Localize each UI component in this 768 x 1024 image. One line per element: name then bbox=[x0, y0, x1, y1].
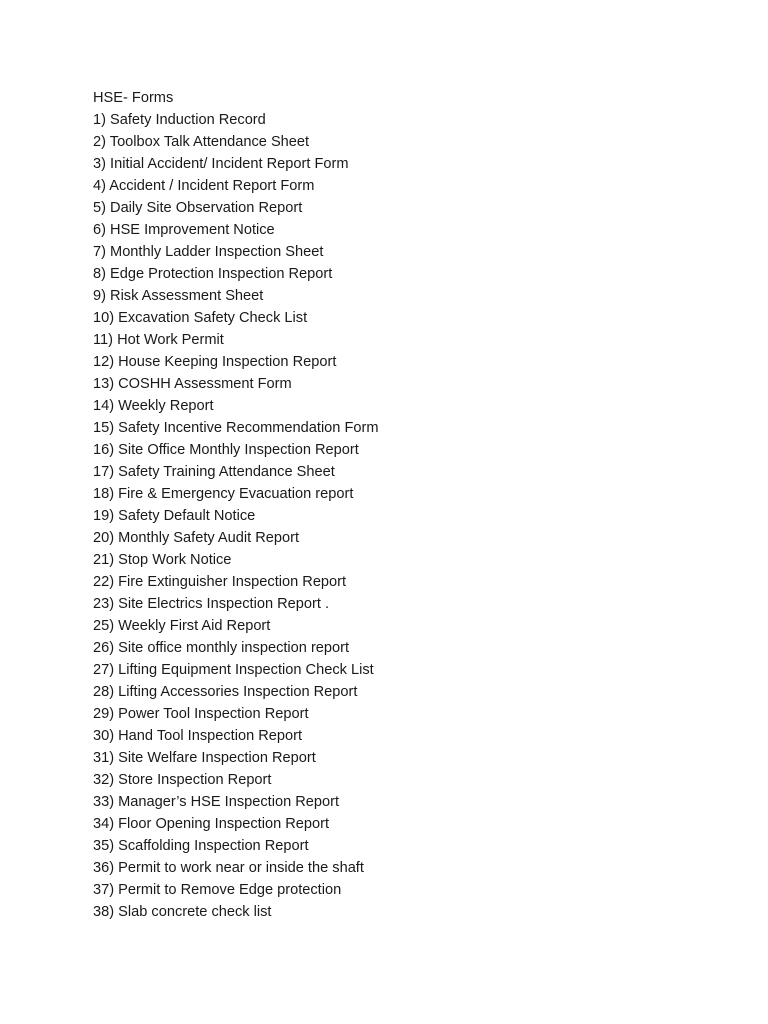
list-item: 4) Accident / Incident Report Form bbox=[93, 178, 315, 194]
list-item: 32) Store Inspection Report bbox=[93, 772, 272, 788]
list-item: 6) HSE Improvement Notice bbox=[93, 222, 275, 238]
list-item: 21) Stop Work Notice bbox=[93, 552, 232, 568]
document-title: HSE- Forms bbox=[93, 90, 174, 106]
list-item: 28) Lifting Accessories Inspection Report bbox=[93, 684, 358, 700]
list-item: 15) Safety Incentive Recommendation Form bbox=[93, 420, 379, 436]
list-item: 23) Site Electrics Inspection Report . bbox=[93, 596, 330, 612]
list-item: 1) Safety Induction Record bbox=[93, 112, 266, 128]
list-item: 3) Initial Accident/ Incident Report Form bbox=[93, 156, 349, 172]
list-item: 30) Hand Tool Inspection Report bbox=[93, 728, 303, 744]
list-item: 9) Risk Assessment Sheet bbox=[93, 288, 264, 304]
list-item: 26) Site office monthly inspection report bbox=[93, 640, 350, 656]
document-page bbox=[93, 87, 379, 923]
list-item: 36) Permit to work near or inside the shaft bbox=[93, 860, 364, 876]
list-item: 17) Safety Training Attendance Sheet bbox=[93, 464, 335, 480]
list-item: 5) Daily Site Observation Report bbox=[93, 200, 303, 216]
list-item: 12) House Keeping Inspection Report bbox=[93, 354, 337, 370]
list-item: 29) Power Tool Inspection Report bbox=[93, 706, 309, 722]
list-item: 37) Permit to Remove Edge protection bbox=[93, 882, 342, 898]
list-item: 22) Fire Extinguisher Inspection Report bbox=[93, 574, 347, 590]
forms-list bbox=[93, 109, 379, 923]
list-item: 33) Manager’s HSE Inspection Report bbox=[93, 794, 340, 810]
list-item: 16) Site Office Monthly Inspection Report bbox=[93, 442, 359, 458]
list-item: 14) Weekly Report bbox=[93, 398, 214, 414]
list-item: 13) COSHH Assessment Form bbox=[93, 376, 292, 392]
list-item: 27) Lifting Equipment Inspection Check List bbox=[93, 662, 374, 678]
list-item: 8) Edge Protection Inspection Report bbox=[93, 266, 333, 282]
list-item: 25) Weekly First Aid Report bbox=[93, 618, 271, 634]
list-item: 31) Site Welfare Inspection Report bbox=[93, 750, 316, 766]
list-item: 7) Monthly Ladder Inspection Sheet bbox=[93, 244, 324, 260]
list-item: 19) Safety Default Notice bbox=[93, 508, 256, 524]
list-item: 35) Scaffolding Inspection Report bbox=[93, 838, 309, 854]
list-item: 20) Monthly Safety Audit Report bbox=[93, 530, 300, 546]
list-item: 10) Excavation Safety Check List bbox=[93, 310, 308, 326]
list-item: 34) Floor Opening Inspection Report bbox=[93, 816, 330, 832]
list-item: 2) Toolbox Talk Attendance Sheet bbox=[93, 134, 310, 150]
list-item: 11) Hot Work Permit bbox=[93, 332, 224, 348]
list-item: 18) Fire & Emergency Evacuation report bbox=[93, 486, 354, 502]
list-item: 38) Slab concrete check list bbox=[93, 904, 272, 920]
